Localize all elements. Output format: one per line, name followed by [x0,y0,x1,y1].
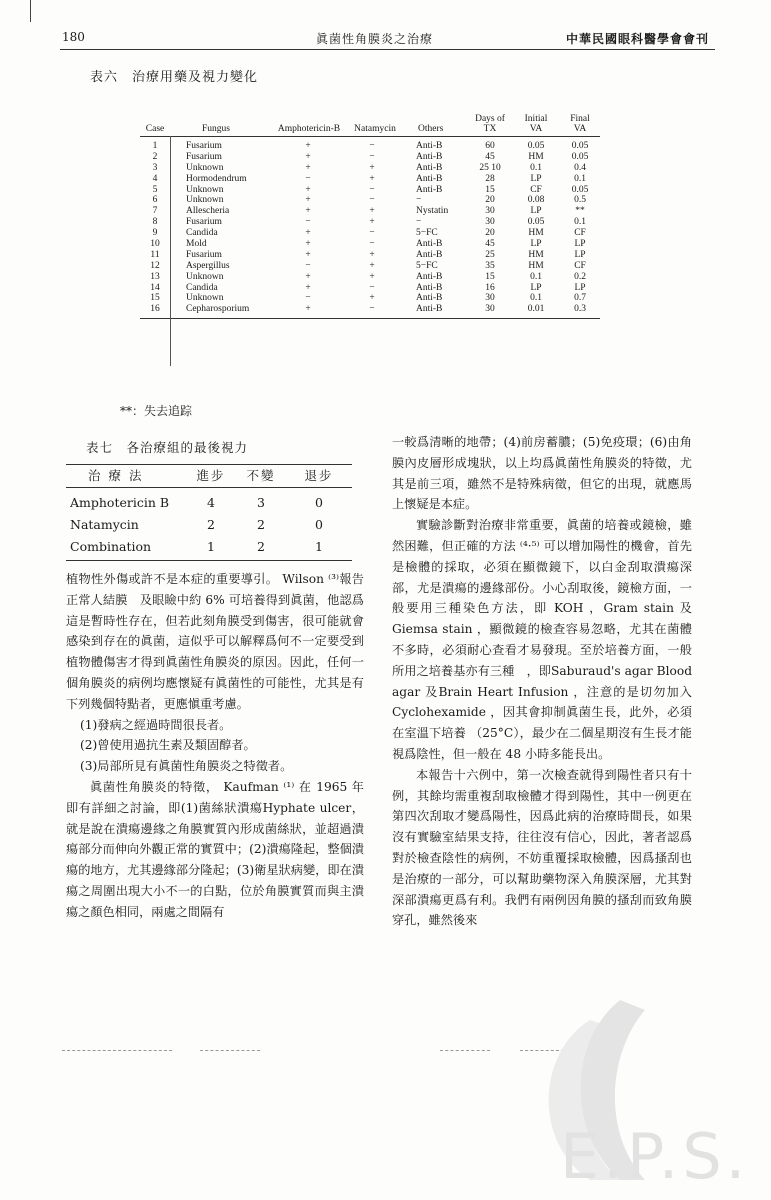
right-paragraph-2: 實驗診斷對治療非常重要，眞菌的培養或鏡檢，雖然困難，但正確的方法 ⁽⁴·⁵⁾ 可以增加陽性的機會，首先是檢體的採取，必須在顯微鏡下，以白金刮取潰瘍深部，尤是潰瘍的邊緣部份。小心刮取後，鏡檢方面，一般要用三種染色方法，即 KOH ，Gram stain 及 Giemsa stain ，顯微鏡的檢查容易忽略，尤其在菌體不多時，必須耐心查看才易發現。至於培養方面，一般所用之培養基亦有三種 ，即Saburaud's agar Blood agar 及Brain Heart Infusion ，注意的是切勿加入 Cyclohexamide ，因其會抑制眞菌生長，此外，必須在室溫下培養 （25°C），最少在二個星期沒有生長才能視爲陰性，但一般在 48 小時多能長出。 [392,518,692,761]
table6-cell-case: 1 [152,141,158,151]
table-row [140,239,600,250]
table6-cell-days: 30 [485,293,495,304]
table6-cell-initial-va: HM [528,151,544,162]
table6-bottom-rule [140,318,600,319]
table6-caption: 表六 治療用藥及視力變化 [90,70,259,85]
left-paragraph-1: 植物性外傷或許不是本症的重要導引。 Wilson ⁽³⁾報告正常人結膜 及眼瞼中約 6% 可培養得到眞菌，他認爲這是暫時性存在，但若此刻角膜受到傷害，很可能就會感染到存在的眞菌，這似乎可以解釋爲何不一定要受到植物體傷害才得到眞菌性角膜炎的原因。因此，任何一個角膜炎的病例均應懷疑有眞菌性的可能性，尤其是有下列幾個特點者，更應愼重考慮。 [66,572,364,711]
table6-cell-final-va: 0.1 [574,217,586,228]
table6-cell-initial-va: 0.05 [527,141,545,151]
table-row [140,141,600,152]
running-title: 眞菌性角膜炎之治療 [316,32,434,46]
left-paragraph-2: 眞菌性角膜炎的特徵， Kaufman ⁽¹⁾ 在 1965 年即有詳細之討論，即(1)菌絲狀潰瘍Hyphate ulcer，就是說在潰瘍邊緣之角膜實質內形成菌絲狀，並超過潰瘍部分而伸向外觀正常的實質中；(2)潰瘍隆起，整個潰瘍的地方，尤其邊緣部分隆起；(3)衛星狀病變，即在潰瘍之周圍出現大小不一的白點，位於角膜實質而與主潰瘍之顏色相同，兩處之間隔有 [66,779,364,919]
table6-cell-initial-va: LP [530,206,542,217]
table6-cell-fungus: Candida [186,282,218,293]
table7-bottom-rule [66,560,352,561]
table-row [140,174,600,185]
right-paragraph-1: 一較爲清晰的地帶；(4)前房蓄膿；(5)免疫環；(6)由角膜內皮層形成塊狀，以上均爲眞菌性角膜炎的特徵，尤其是前三項，雖然不是特殊病徵，但它的出現，就應馬上懷疑是本症。 [392,435,692,512]
table6-cell-natamycin: − [369,151,375,162]
table7-cell-worse: 1 [315,539,323,554]
table6-cell-days: 30 [485,217,495,228]
table6-cell-others: Anti-B [416,184,443,195]
table-row [140,283,600,294]
table7-cell-unchanged: 3 [257,495,265,510]
table6-cell-fungus: Aspergillus [186,260,230,271]
table6-cell-fungus: Candida [186,228,218,239]
table6-cell-days: 60 [485,141,495,151]
table6-cell-days: 16 [485,282,495,293]
table6-cell-others: − [416,195,422,206]
table6-cell-amphotericin: − [305,217,311,228]
table6-cell-case: 10 [150,239,160,250]
table-row [140,195,600,206]
table7-body [66,488,352,558]
table6-cell-others: Anti-B [416,173,443,184]
table-row [140,163,600,174]
table6-header-natamycin: Natamycin [354,124,396,134]
table6-cell-days: 15 [485,271,495,282]
table6-cell-natamycin: + [369,217,375,228]
table6-cell-final-va: CF [574,228,586,239]
table6-cell-case: 5 [152,184,158,195]
table6-cell-days: 30 [485,206,495,217]
table7-cell-improved: 4 [207,495,215,510]
table6-cell-natamycin: + [369,206,375,217]
table6-cell-amphotericin: + [305,195,311,206]
table6-cell-others: 5−FC [416,260,438,271]
table6-cell-case: 13 [150,271,160,282]
table6-cell-days: 15 [485,184,495,195]
table6-cell-fungus: Fusarium [186,217,222,228]
table6-cell-initial-va: HM [528,228,544,239]
table6-cell-others: Anti-B [416,271,443,282]
list-item-2: (2)曾使用過抗生素及類固醇者。 [80,738,256,753]
table6-cell-final-va: CF [574,260,586,271]
table7-header [66,465,352,487]
table7-cell-improved: 1 [207,539,215,554]
table6-cell-initial-va: HM [528,249,544,260]
table7 [66,464,352,561]
table6-header-others: Others [418,124,444,134]
table7-caption: 表七 各治療組的最後視力 [86,440,249,455]
table6-cell-final-va: 0.05 [571,151,589,162]
table6-cell-natamycin: + [369,260,375,271]
table6-cell-amphotericin: + [305,304,311,315]
table6-cell-days: 45 [485,151,495,162]
table-row [140,217,600,228]
table6-header-final-va: Final VA [570,114,590,134]
table6-cell-days: 45 [485,239,495,250]
table6-cell-case: 2 [152,151,158,162]
table-row [140,293,600,304]
table6-cell-final-va: 0.2 [574,271,586,282]
table6-cell-fungus: Unknown [186,271,224,282]
table6-cell-days: 25 10 [479,162,501,173]
table7-header-method: 治 療 法 [88,468,144,483]
table6-cell-amphotericin: + [305,239,311,250]
table6-cell-fungus: Fusarium [186,141,222,151]
scan-artifact-line [62,1050,172,1052]
table6-cell-final-va: 0.1 [574,173,586,184]
journal-name: 中華民國眼科醫學會會刊 [566,32,710,46]
right-column [392,432,692,931]
table6-cell-final-va: LP [574,282,586,293]
table6-cell-amphotericin: − [305,173,311,184]
table6-cell-case: 15 [150,293,160,304]
table7-cell-worse: 0 [315,517,323,532]
table6-cell-final-va: LP [574,249,586,260]
table6-cell-others: Anti-B [416,304,443,315]
table-row [140,272,600,283]
table6-column-divider [170,136,171,366]
table6-cell-natamycin: + [369,249,375,260]
table6-cell-fungus: Cepharosporium [186,304,250,315]
table6-cell-case: 12 [150,260,160,271]
table-row [140,185,600,196]
table-row [140,228,600,239]
table7-cell-method: Natamycin [70,517,139,532]
table6-cell-others: − [416,217,422,228]
table6-cell-others: Anti-B [416,151,443,162]
header-rule [60,49,715,50]
table6-cell-amphotericin: + [305,141,311,151]
table7-cell-unchanged: 2 [257,539,265,554]
table6-cell-case: 7 [152,206,158,217]
scan-edge-mark [30,0,31,22]
table6-cell-amphotericin: + [305,151,311,162]
table6-cell-fungus: Unknown [186,162,224,173]
table6-cell-amphotericin: − [305,260,311,271]
table6-cell-fungus: Unknown [186,293,224,304]
table7-cell-unchanged: 2 [257,517,265,532]
table6-cell-fungus: Unknown [186,184,224,195]
table6-cell-case: 3 [152,162,158,173]
table6-header-days: Days of TX [475,114,505,134]
table-row [140,261,600,272]
table6-cell-days: 25 [485,249,495,260]
table6-cell-others: Anti-B [416,162,443,173]
table6-cell-case: 14 [150,282,160,293]
table6-cell-case: 16 [150,304,160,315]
table-row [66,536,352,558]
table6-cell-others: Anti-B [416,141,443,151]
table6-cell-fungus: Fusarium [186,249,222,260]
table6-cell-case: 8 [152,217,158,228]
table7-header-unchanged: 不變 [246,468,276,483]
table6-cell-case: 6 [152,195,158,206]
table6-cell-others: Anti-B [416,282,443,293]
table6-cell-initial-va: LP [530,173,542,184]
table6-cell-amphotericin: + [305,282,311,293]
table6-cell-initial-va: LP [530,282,542,293]
table-row [66,514,352,536]
table6-cell-natamycin: − [369,304,375,315]
table6-cell-final-va: ** [575,206,585,217]
left-column [66,569,364,923]
table6-cell-amphotericin: + [305,271,311,282]
table6-cell-initial-va: CF [530,184,542,195]
table6-cell-natamycin: − [369,228,375,239]
table-row [66,492,352,514]
table-row [140,304,600,315]
list-item-1: (1)發病之經過時間很長者。 [80,717,232,732]
table6-cell-initial-va: 0.05 [527,217,545,228]
scan-artifact-line [200,1050,260,1052]
table6-header-case: Case [145,124,165,134]
table6-cell-fungus: Unknown [186,195,224,206]
table6-cell-amphotericin: + [305,206,311,217]
table6-cell-natamycin: − [369,239,375,250]
table-row [140,206,600,217]
table6-cell-days: 28 [485,173,495,184]
table6-cell-case: 4 [152,173,158,184]
table6-footnote: **：失去追踪 [120,404,193,418]
table6-cell-amphotericin: + [305,184,311,195]
table6-cell-final-va: 0.4 [574,162,586,173]
eps-watermark-text: E.P.S. [560,1120,750,1193]
table6-body [140,141,600,315]
right-paragraph-3: 本報告十六例中，第一次檢查就得到陽性者只有十例，其餘均需重複刮取檢體才得到陽性，其中一例更在第四次刮取才變爲陽性，因爲此病的治療時間長，如果沒有實驗室結果支持，往往沒有信心，因此，著者認爲對於檢查陰性的病例，不妨重覆採取檢體，因爲搔刮也是治療的一部分，可以幫助藥物深入角膜深層，尤其對深部潰瘍更爲有利。我們有兩例因角膜的搔刮而致角膜穿孔，雖然後來 [392,767,692,928]
table6-cell-final-va: 0.05 [571,141,589,151]
table6-cell-initial-va: 0.01 [527,304,545,315]
table6-cell-fungus: Fusarium [186,151,222,162]
table7-cell-improved: 2 [207,517,215,532]
table6-header-fungus: Fungus [202,124,230,134]
table7-cell-method: Amphotericin B [70,495,170,510]
table6-cell-natamycin: + [369,271,375,282]
table6-cell-initial-va: 0.1 [530,271,542,282]
table6-header [140,108,600,136]
table6-cell-others: Anti-B [416,249,443,260]
table6-cell-natamycin: − [369,195,375,206]
table6-cell-amphotericin: − [305,293,311,304]
table6-cell-initial-va: 0.08 [527,195,545,206]
table6-cell-final-va: 0.05 [571,184,589,195]
table6-cell-days: 30 [485,304,495,315]
table6-header-amphotericin: Amphotericin-B [277,124,341,134]
table6-cell-final-va: 0.5 [574,195,586,206]
table6-cell-initial-va: 0.1 [530,293,542,304]
table7-header-worse: 退步 [304,468,334,483]
table6-cell-natamycin: + [369,293,375,304]
table6-cell-amphotericin: + [305,249,311,260]
list-item-3: (3)局部所見有眞菌性角膜炎之特徵者。 [80,759,293,774]
table6-cell-others: Nystatin [416,206,449,217]
table6-cell-amphotericin: + [305,228,311,239]
table6-cell-case: 9 [152,228,158,239]
table6-cell-initial-va: LP [530,239,542,250]
table6-cell-others: Anti-B [416,293,443,304]
table6-cell-others: 5−FC [416,228,438,239]
table6-cell-natamycin: − [369,184,375,195]
table6-cell-amphotericin: + [305,162,311,173]
table6-cell-others: Anti-B [416,239,443,250]
table7-cell-worse: 0 [315,495,323,510]
table6-cell-natamycin: − [369,282,375,293]
table6-cell-days: 20 [485,195,495,206]
table6-cell-natamycin: + [369,162,375,173]
table6-cell-initial-va: 0.1 [530,162,542,173]
table6-cell-case: 11 [150,249,160,260]
table-row [140,152,600,163]
table6-cell-final-va: 0.3 [574,304,586,315]
table6-cell-fungus: Mold [186,239,207,250]
table6-cell-days: 35 [485,260,495,271]
table6-header-initial-va: Initial VA [524,114,548,134]
table6-cell-final-va: 0.7 [574,293,586,304]
table6-cell-initial-va: HM [528,260,544,271]
page-number: 180 [62,30,85,44]
table6-cell-natamycin: + [369,173,375,184]
table7-header-improved: 進步 [196,468,226,483]
table6-cell-natamycin: − [369,141,375,151]
table6-cell-final-va: LP [574,239,586,250]
table-row [140,250,600,261]
table7-cell-method: Combination [70,539,152,554]
table6-cell-fungus: Allescheria [186,206,230,217]
table6-cell-fungus: Hormodendrum [186,173,247,184]
table6-cell-days: 20 [485,228,495,239]
table6 [140,108,600,319]
